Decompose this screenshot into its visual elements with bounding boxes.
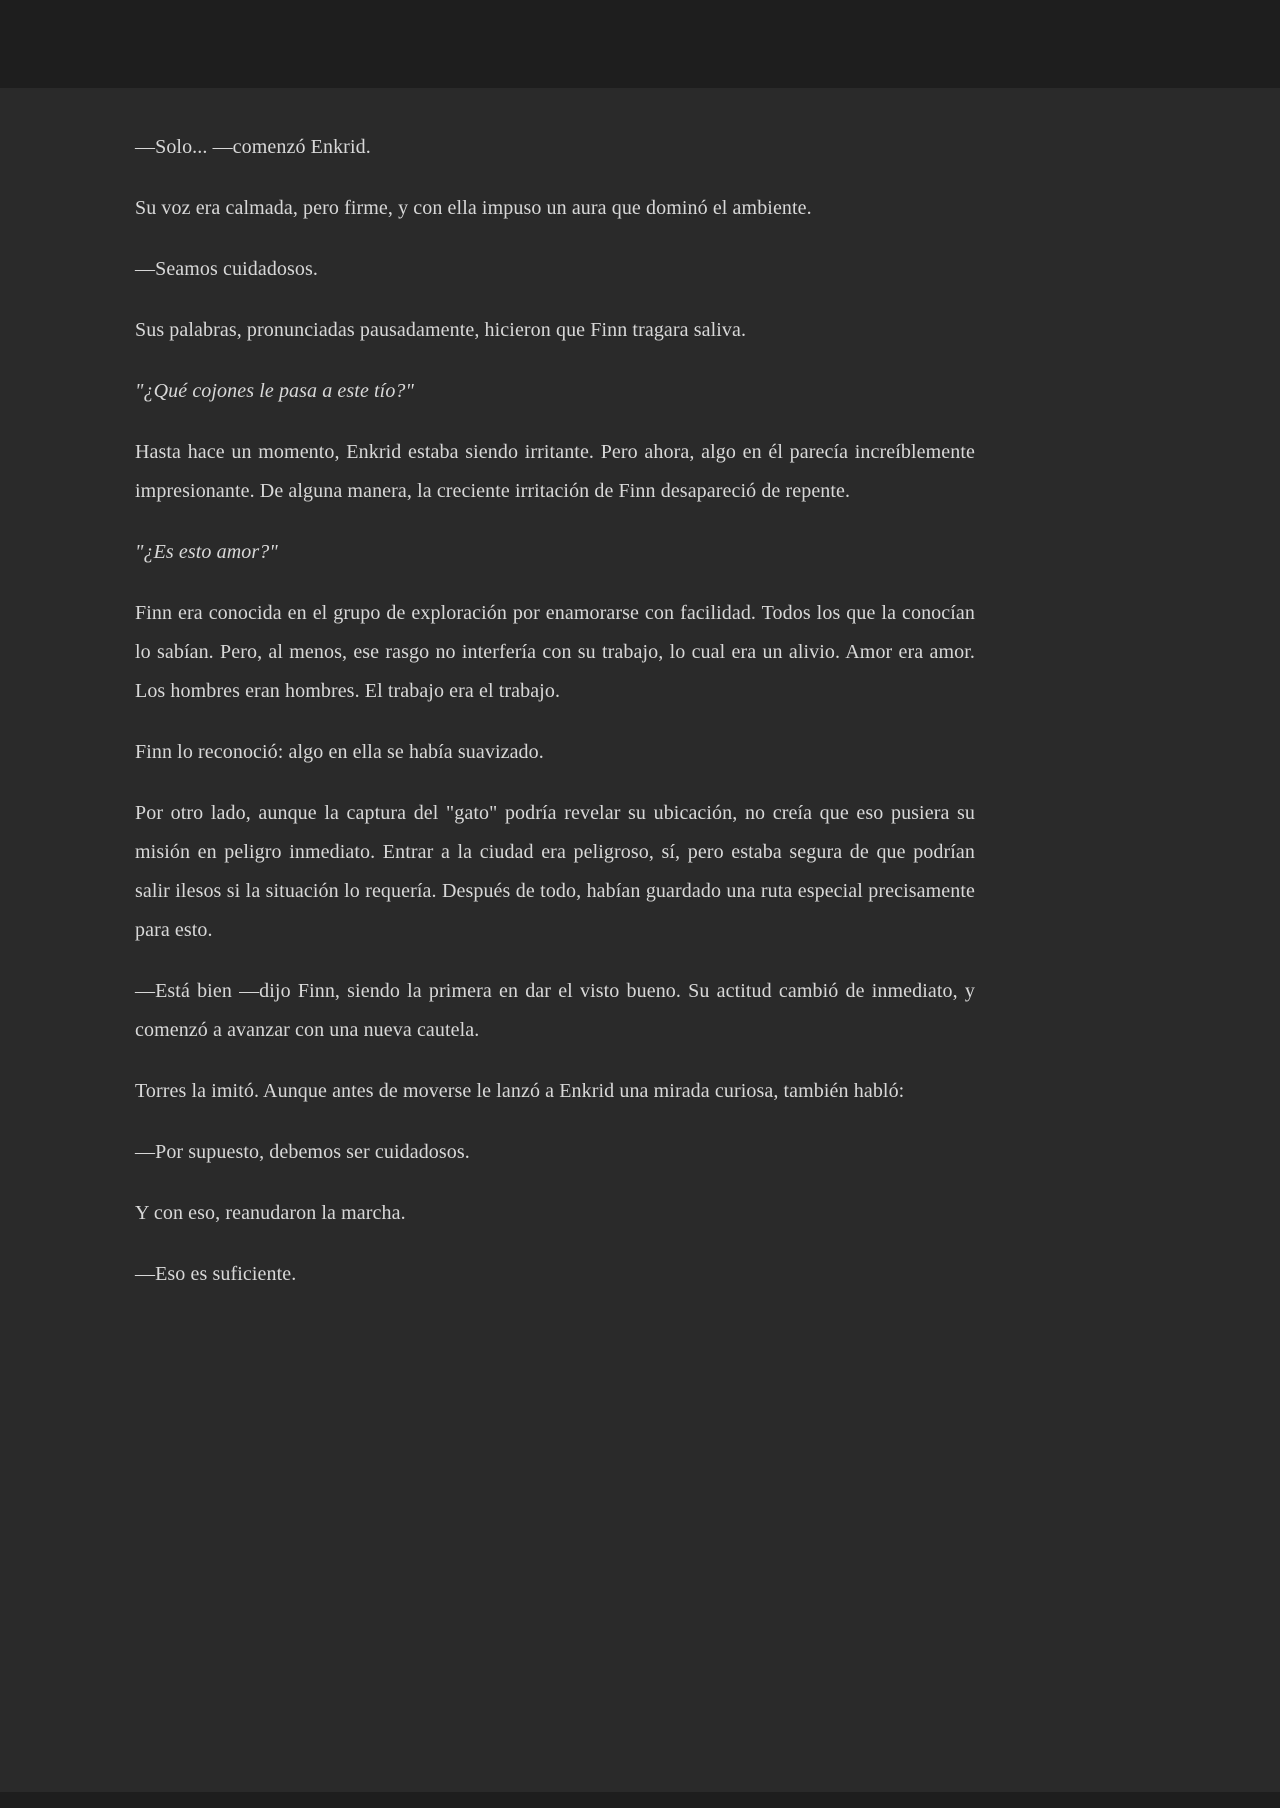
- paragraph: —Está bien —dijo Finn, siendo la primera en dar el visto bueno. Su actitud cambió de inmediato, y comenzó a avanzar con una nueva cautela.: [135, 980, 975, 1041]
- paragraph: Finn lo reconoció: algo en ella se había suavizado.: [135, 741, 544, 763]
- bottom-band: [0, 1792, 1280, 1808]
- paragraph: Por otro lado, aunque la captura del "gato" podría revelar su ubicación, no creía que eso pusiera su misión en peligro inmediato. Entrar a la ciudad era peligroso, sí, pero estaba segura de que podrían salir ilesos si la situación lo requería. Después de todo, habían guardado una ruta especial precisamente para esto.: [135, 802, 975, 941]
- paragraph: Finn era conocida en el grupo de exploración por enamorarse con facilidad. Todos los que la conocían lo sabían. Pero, al menos, ese rasgo no interfería con su trabajo, lo cual era un alivio. Amor era amor. Los hombres eran hombres. El trabajo era el trabajo.: [135, 602, 975, 702]
- paragraph: Hasta hace un momento, Enkrid estaba siendo irritante. Pero ahora, algo en él parecía increíblemente impresionante. De alguna manera, la creciente irritación de Finn desapareció de repente.: [135, 441, 975, 502]
- paragraph: —Por supuesto, debemos ser cuidadosos.: [135, 1141, 470, 1163]
- paragraph: —Eso es suficiente.: [135, 1263, 297, 1285]
- paragraph: —Solo... —comenzó Enkrid.: [135, 136, 371, 158]
- top-band: [0, 0, 1280, 88]
- paragraph: Su voz era calmada, pero firme, y con ella impuso un aura que dominó el ambiente.: [135, 197, 812, 219]
- paragraph: —Seamos cuidadosos.: [135, 258, 318, 280]
- paragraph: Sus palabras, pronunciadas pausadamente, hicieron que Finn tragara saliva.: [135, 319, 747, 341]
- reader-content: [135, 88, 975, 1316]
- paragraph: Torres la imitó. Aunque antes de moverse le lanzó a Enkrid una mirada curiosa, también habló:: [135, 1080, 905, 1102]
- paragraph: Y con eso, reanudaron la marcha.: [135, 1202, 406, 1224]
- paragraph-inner-thought: "¿Es esto amor?": [135, 541, 278, 563]
- paragraph-inner-thought: "¿Qué cojones le pasa a este tío?": [135, 380, 415, 402]
